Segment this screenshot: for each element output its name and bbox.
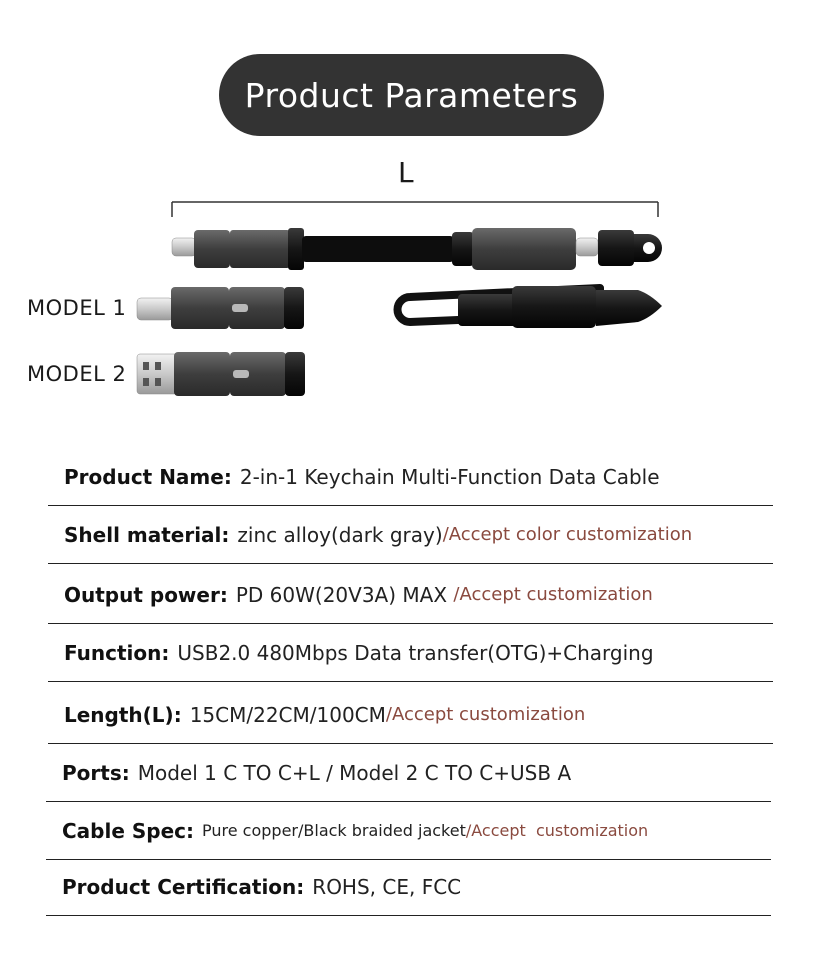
spec-row-shell-material [48,506,773,564]
spec-row-ports [46,744,771,802]
model1-connector [137,287,304,329]
spec-note: /Accept customization [465,821,649,840]
model2-label: MODEL 2 [27,362,127,386]
spec-key: Cable Spec: [62,818,195,843]
spec-value: Pure copper/Black braided jacket [202,821,466,840]
spec-note: /Accept color customization [442,524,693,545]
spec-row-certification [46,858,771,916]
spec-value: ROHS, CE, FCC [312,874,462,899]
spec-key: Product Name: [64,464,232,489]
model2-connector [137,352,305,396]
spec-note: /Accept customization [385,704,586,725]
spec-key: Length(L): [64,702,182,727]
page-title-text: Product Parameters [244,75,579,115]
full-cable-top [172,228,662,270]
spec-row-function [48,624,773,682]
spec-row-cable-spec [46,802,771,860]
spec-value: USB2.0 480Mbps Data transfer(OTG)+Charging [177,640,654,665]
spec-value: PD 60W(20V3A) MAX [235,582,454,607]
length-bracket [172,202,658,217]
spec-row-product-name [48,448,773,506]
spec-key: Function: [64,640,170,665]
spec-value: zinc alloy(dark gray) [237,522,443,547]
length-label: L [398,156,414,189]
spec-row-length [48,686,773,744]
spec-key: Ports: [62,760,130,785]
spec-value: 2-in-1 Keychain Multi-Function Data Cable [239,464,660,489]
spec-row-output-power [48,566,773,624]
spec-note: /Accept customization [453,584,653,605]
model1-label: MODEL 1 [27,296,127,320]
folded-keychain-cable [398,286,663,328]
spec-value: Model 1 C TO C+L / Model 2 C TO C+USB A [137,760,572,785]
spec-key: Product Certification: [62,874,305,899]
spec-key: Output power: [64,582,228,607]
spec-key: Shell material: [64,522,230,547]
spec-value: 15CM/22CM/100CM [189,702,386,727]
page-title [219,54,604,136]
